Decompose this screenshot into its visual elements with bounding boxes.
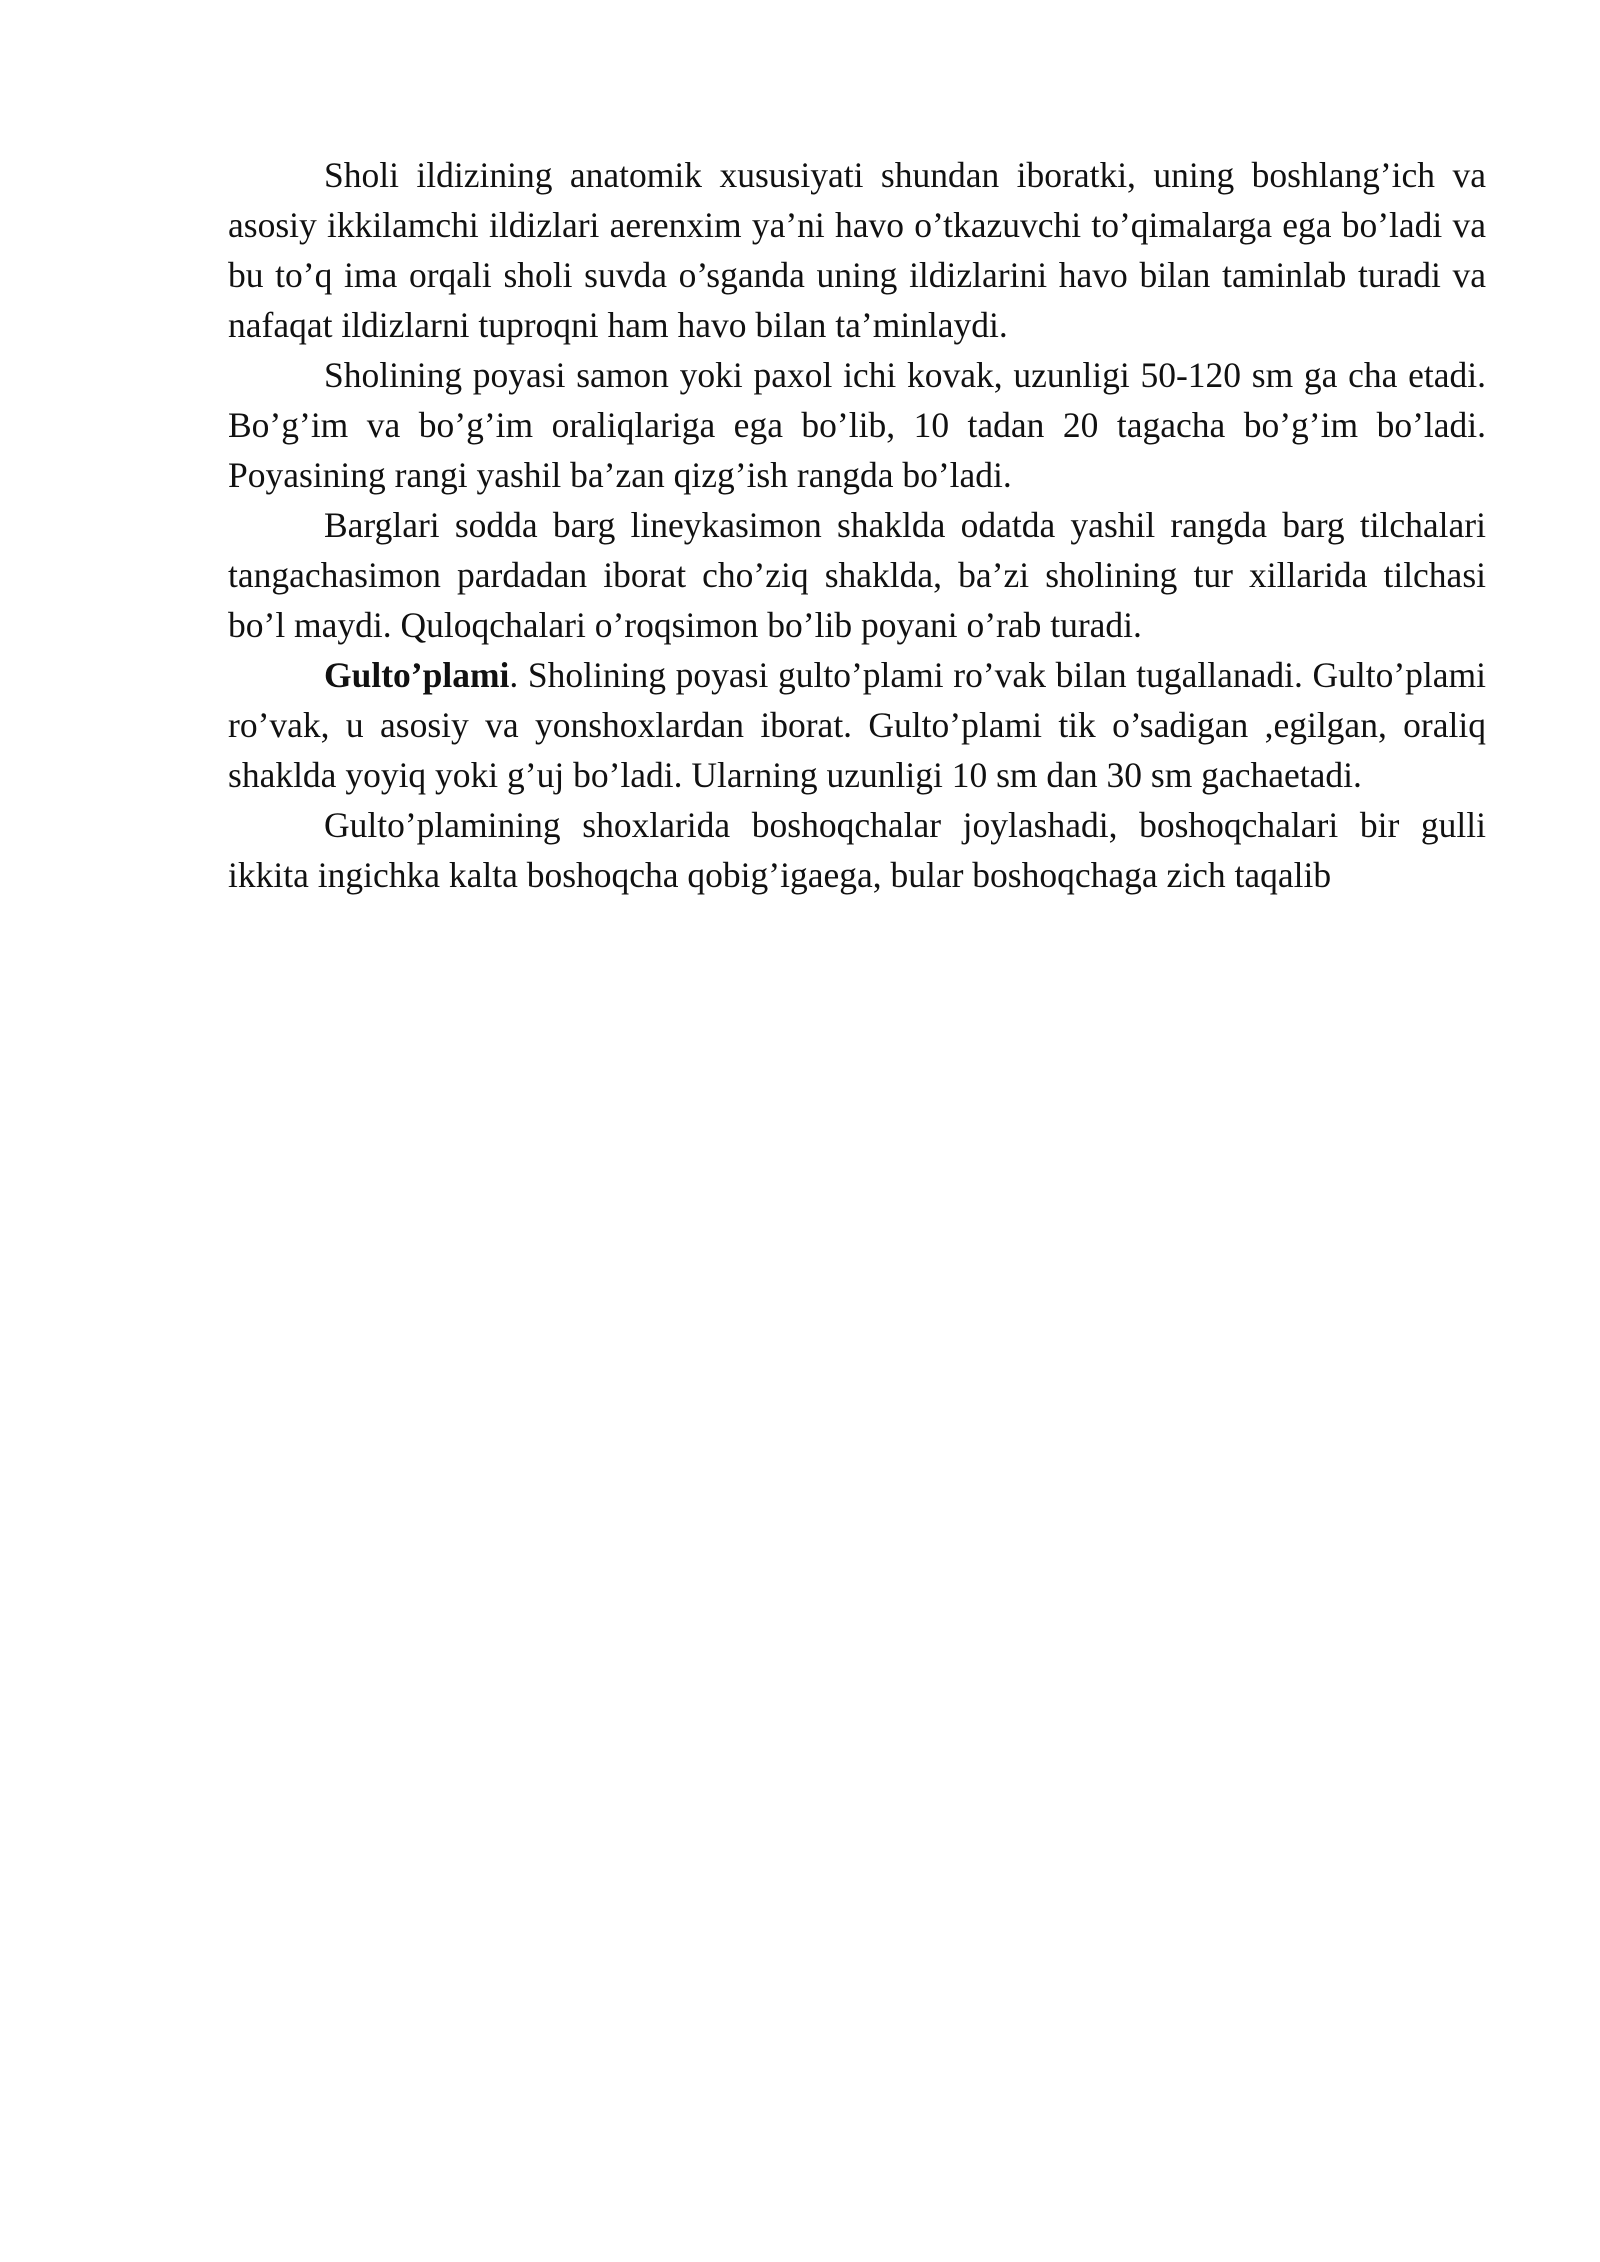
paragraph-text: Sholining poyasi samon yoki paxol ichi kovak, uzunligi 50-120 sm ga cha etadi. Bo’g’im va bo’g’im oraliqlariga ega bo’lib, 10 tadan 20 tagacha bo’g’im bo’ladi. Poyasining rangi yashil ba’zan qizg’ish rangda bo’ladi. bbox=[228, 355, 1486, 495]
paragraph-inflorescence bbox=[228, 650, 1486, 800]
paragraph-leaves bbox=[228, 500, 1486, 650]
paragraph-root-anatomy bbox=[228, 150, 1486, 350]
paragraph-text: . Sholining poyasi gulto’plami ro’vak bilan tugallanadi. Gulto’plami ro’vak, u asosiy va yonshoxlardan iborat. Gulto’plami tik o’sadigan ,egilgan, oraliq shaklda yoyiq yoki g’uj bo’ladi. Ularning uzunligi 10 sm dan 30 sm gachaetadi. bbox=[228, 655, 1486, 795]
paragraph-stem bbox=[228, 350, 1486, 500]
paragraph-bold-heading: Gulto’plami bbox=[324, 655, 510, 695]
body-text bbox=[228, 150, 1486, 900]
paragraph-text: Barglari sodda barg lineykasimon shaklda odatda yashil rangda barg tilchalari tangachasimon pardadan iborat cho’ziq shaklda, ba’zi sholining tur xillarida tilchasi bo’l maydi. Quloqchalari o’roqsimon bo’lib poyani o’rab turadi. bbox=[228, 505, 1486, 645]
paragraph-spikelets bbox=[228, 800, 1486, 900]
paragraph-text: Gulto’plamining shoxlarida boshoqchalar joylashadi, boshoqchalari bir gulli ikkita ingichka kalta boshoqcha qobig’igaega, bular boshoqchaga zich taqalib bbox=[228, 805, 1486, 895]
paragraph-text: Sholi ildizining anatomik xususiyati shundan iboratki, uning boshlang’ich va asosiy ikkilamchi ildizlari aerenxim ya’ni havo o’tkazuvchi to’qimalarga ega bo’ladi va bu to’q ima orqali sholi suvda o’sganda uning ildizlarini havo bilan taminlab turadi va nafaqat ildizlarni tuproqni ham havo bilan ta’minlaydi. bbox=[228, 155, 1486, 345]
